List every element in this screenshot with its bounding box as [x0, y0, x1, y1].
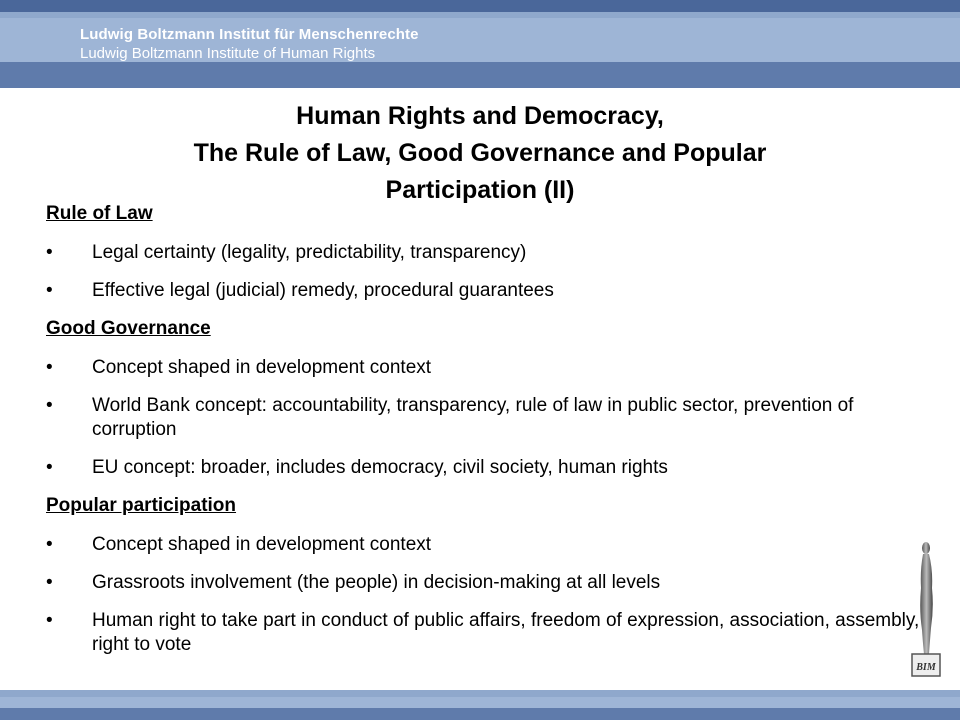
slide-content: [46, 202, 926, 671]
bullet-text: EU concept: broader, includes democracy, civil society, human rights: [92, 457, 668, 478]
section-heading-rule-of-law: Rule of Law: [46, 203, 153, 224]
bullet-item: [46, 456, 932, 480]
bullet-dot: •: [46, 457, 53, 478]
section-heading-good-governance: Good Governance: [46, 318, 211, 339]
footer-banner: [0, 690, 960, 720]
bullet-text: Legal certainty (legality, predictability, transparency): [92, 242, 527, 263]
footer-stripe-light: [0, 690, 960, 697]
statue-pedestal-text: BIM: [916, 662, 936, 673]
footer-stripe-mid: [0, 697, 960, 708]
bullet-item: [46, 571, 932, 595]
bullet-item: [46, 394, 932, 442]
bullet-item: [46, 533, 932, 557]
slide-title-line-1: Human Rights and Democracy,: [296, 102, 664, 130]
bullet-item: [46, 279, 932, 303]
slide-title-line-2: The Rule of Law, Good Governance and Popular: [193, 139, 767, 167]
bullet-item: [46, 609, 932, 657]
bullet-dot: •: [46, 534, 53, 555]
slide-title: [40, 98, 920, 209]
bullet-text: Effective legal (judicial) remedy, procedural guarantees: [92, 280, 554, 301]
bullet-dot: •: [46, 572, 53, 593]
bullet-dot: •: [46, 280, 53, 301]
bullet-dot: •: [46, 395, 53, 416]
bullet-text: Concept shaped in development context: [92, 534, 432, 555]
slide-title-line-3: Participation (II): [385, 176, 575, 204]
bullet-item: [46, 356, 932, 380]
bullet-dot: •: [46, 610, 53, 631]
bullet-item: [46, 241, 932, 265]
header-banner: [0, 0, 960, 88]
institute-name-english: Ludwig Boltzmann Institute of Human Rights: [80, 45, 376, 62]
bullet-dot: •: [46, 357, 53, 378]
bullet-dot: •: [46, 242, 53, 263]
statue-logo-icon: [906, 540, 946, 680]
bullet-text: World Bank concept: accountability, transparency, rule of law in public sector, prevention of corruption: [92, 395, 854, 440]
header-band-lower: [0, 62, 960, 88]
statue-body: [920, 554, 933, 654]
section-heading-popular-participation: Popular participation: [46, 495, 237, 516]
statue-head: [922, 542, 930, 554]
header-stripe-top: [0, 0, 960, 12]
footer-stripe-dark: [0, 708, 960, 720]
bullet-text: Human right to take part in conduct of public affairs, freedom of expression, association, assembly, right to vote: [92, 610, 920, 655]
bullet-text: Grassroots involvement (the people) in decision-making at all levels: [92, 572, 661, 593]
bullet-text: Concept shaped in development context: [92, 357, 432, 378]
institute-name-german: Ludwig Boltzmann Institut für Menschenrechte: [80, 26, 419, 43]
